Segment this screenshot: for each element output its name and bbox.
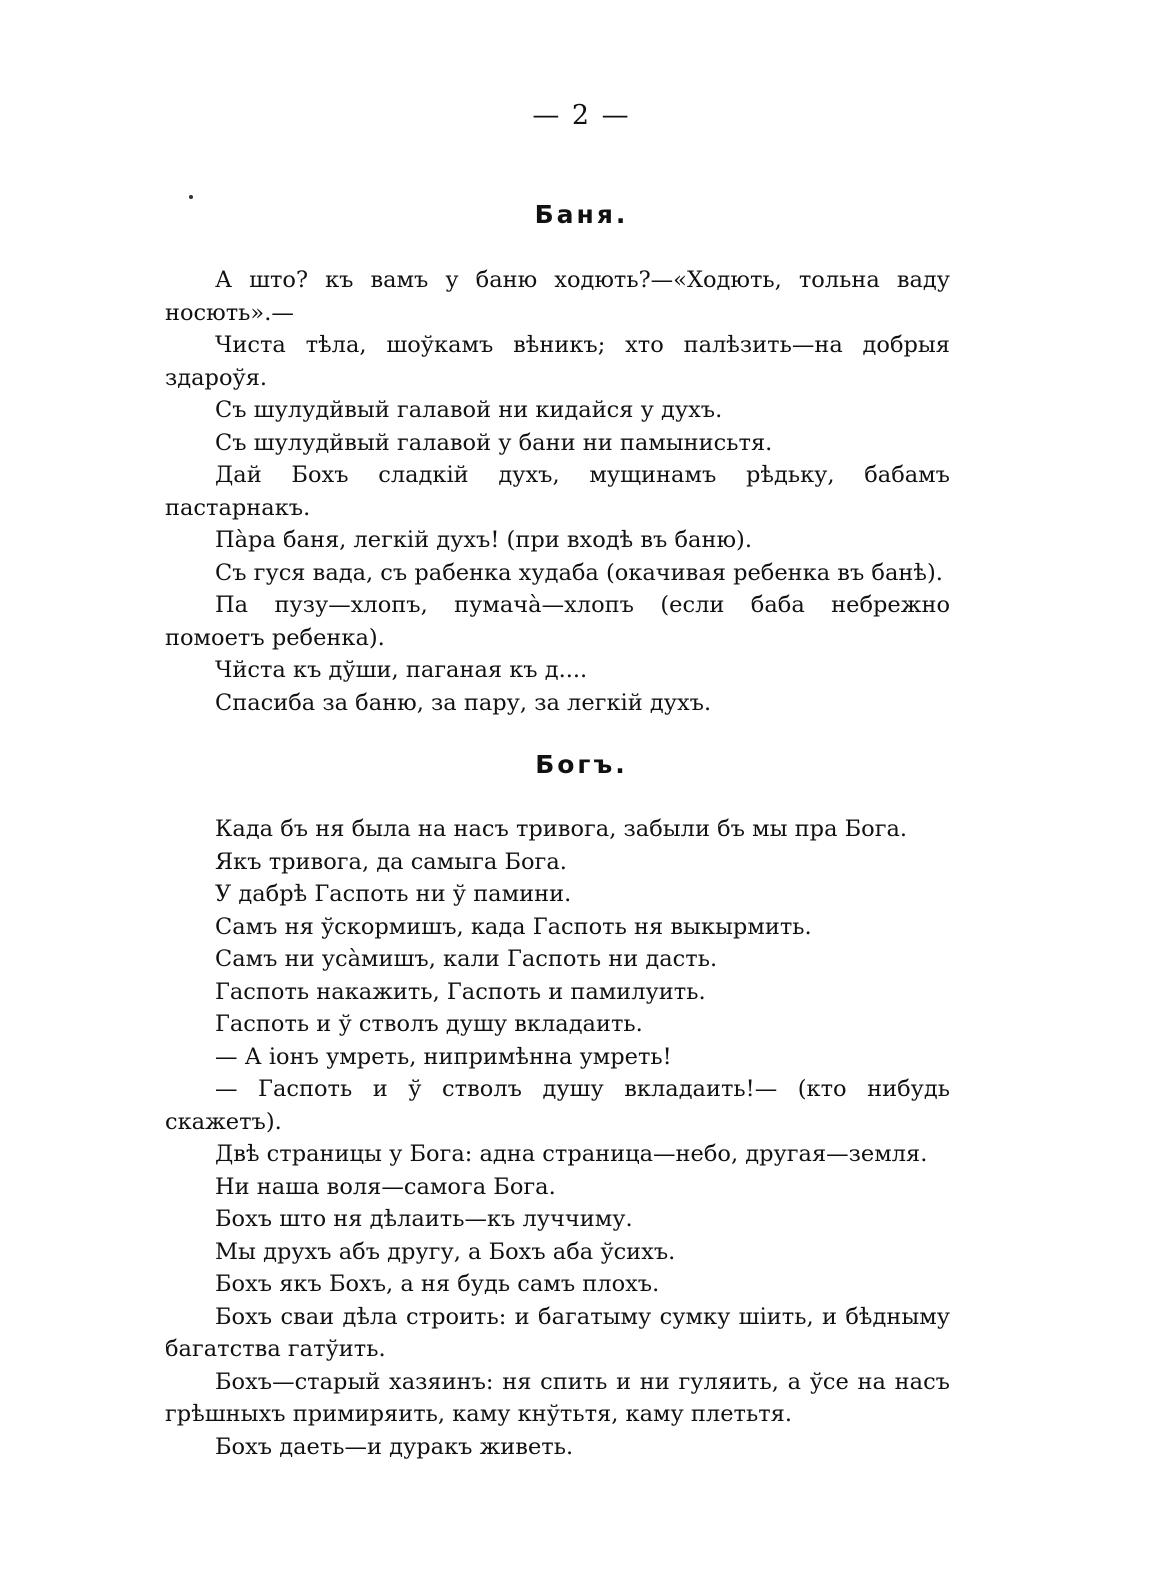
section-body-banya [165,264,950,719]
section-title-banya: Баня. [534,200,629,229]
proverb-line: Бохъ—старый хазяинъ: ня спить и ни гуляить, а ўсе на насъ грѣшныхъ примиряить, каму кнўтьтя, каму плетьтя. [165,1368,950,1427]
proverb-line: Бохъ якъ Бохъ, а ня будь самъ плохъ. [215,1271,660,1297]
proverb-line: Када бъ ня была на насъ тривога, забыли бъ мы пра Бога. [215,816,908,842]
proverb-line: Дай Бохъ сладкій духъ, мущинамъ рѣдьку, бабамъ пастарнакъ. [165,462,950,521]
proverb-line: Съ шулудйвый галавой у бани ни памынисьтя. [215,429,773,456]
proverb-line: Бохъ даеть—и дуракъ живеть. [215,1433,574,1460]
page-number: — 2 — [532,100,631,131]
proverb-line: Бохъ што ня дѣлаить—къ луччиму. [215,1206,633,1232]
proverb-line: Пàра баня, легкій духъ! (при входѣ въ баню). [215,527,752,553]
print-speck [189,195,193,199]
proverb-line: Бохъ сваи дѣла строить: и багатыму сумку шіить, и бѣдныму багатства гатўить. [165,1303,950,1362]
proverb-line: Самъ ни усàмишъ, кали Гаспоть ни дасть. [215,946,718,972]
proverb-line: Мы друхъ абъ другу, а Бохъ аба ўсихъ. [215,1238,676,1265]
proverb-line: Чйста къ дўши, паганая къ д.... [215,657,588,683]
proverb-line: Самъ ня ўскормишъ, када Гаспоть ня выкырмить. [215,913,812,940]
proverb-line: Ни наша воля—самога Бога. [215,1173,556,1200]
proverb-line: Двѣ страницы у Бога: адна страница—небо, другая—земля. [215,1141,928,1167]
proverb-line: У дабрѣ Гаспоть ни ў памини. [215,881,572,907]
proverb-line: Съ шулудйвый галавой ни кидайся у духъ. [215,397,723,423]
proverb-line: Гаспоть и ў стволъ душу вкладаить. [215,1011,643,1037]
proverb-line: — А іонъ умреть, нипримѣнна умреть! [215,1043,672,1070]
proverb-line: Гаспоть накажить, Гаспоть и памилуить. [215,978,706,1005]
section-body-bog [165,813,950,1463]
proverb-line: Спасиба за баню, за пару, за легкій духъ. [215,689,712,716]
proverb-line: — Гаспоть и ў стволъ душу вкладаить!— (кто нибудь скажетъ). [165,1076,950,1135]
proverb-line: Якъ тривога, да самыга Бога. [215,848,567,875]
proverb-line: Съ гуся вада, съ рабенка худаба (окачивая ребенка въ банѣ). [215,559,943,586]
proverb-line: А што? къ вамъ у баню ходють?—«Ходють, тольна ваду носють».— [165,267,950,326]
proverb-line: Чиста тѣла, шоўкамъ вѣникъ; хто палѣзить—на добрыя здароўя. [165,332,950,391]
section-title-bog: Богъ. [535,750,628,779]
proverb-line: Па пузу—хлопъ, пумачà—хлопъ (если баба небрежно помоетъ ребенка). [165,592,950,651]
